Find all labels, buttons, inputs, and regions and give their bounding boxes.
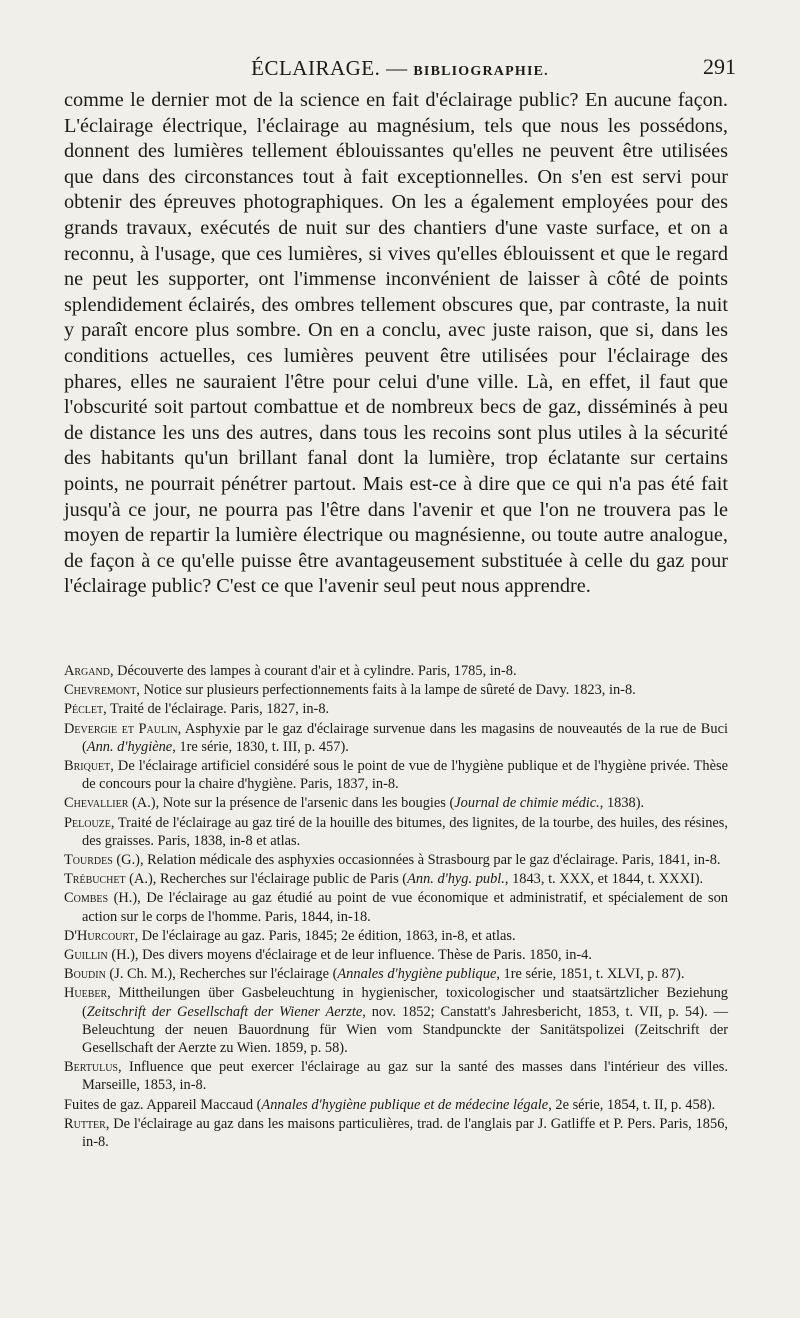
bibliography-entry [64, 1115, 728, 1151]
entry-author: Devergie et Paulin [64, 720, 178, 737]
entry-text: , Influence que peut exercer l'éclairage au gaz sur la santé des masses dans l'intérieur des villes. Marseille, 1853, in-8. [82, 1059, 728, 1094]
bibliography-entry [64, 889, 728, 925]
entry-text: , De l'éclairage artificiel considéré sous le point de vue de l'hygiène publique et de l'hygiène privée. Thèse de concours pour la chaire d'hygiène. Paris, 1837, in-8. [82, 758, 728, 793]
entry-journal: Ann. d'hygiène [86, 738, 173, 755]
page-number: 291 [703, 54, 736, 79]
entry-text: , Traité de l'éclairage. Paris, 1827, in-8. [103, 701, 330, 718]
bibliography-entry [64, 720, 728, 756]
bibliography-entry [64, 946, 728, 964]
entry-text: , De l'éclairage au gaz. Paris, 1845; 2e édition, 1863, in-8, et atlas. [134, 927, 516, 944]
entry-author: Péclet [64, 701, 104, 718]
header-separator: — [380, 56, 414, 80]
bibliography-entry [64, 757, 728, 793]
entry-text: Fuites de gaz. Appareil Maccaud ( [64, 1096, 262, 1113]
entry-text: (H.), De l'éclairage au gaz étudié au point de vue économique et administratif, et spécialement de son action sur le corps de l'homme. Paris, 1844, in-18. [82, 890, 728, 925]
bibliography-entry [64, 662, 728, 680]
bibliography-entry [64, 681, 728, 699]
entry-author: Chevallier [64, 795, 129, 812]
entry-text: , Asphyxie par le gaz d'éclairage survenue dans les magasins de nouveautés de la rue de Buci ( [82, 720, 728, 755]
section-title: BIBLIOGRAPHIE. [413, 64, 549, 79]
entry-author: Tourdes [64, 852, 113, 869]
entry-details: , 2e série, 1854, t. II, p. 458). [548, 1096, 716, 1113]
bibliography-entry [64, 1058, 728, 1094]
entry-journal: Ann. d'hyg. publ. [407, 871, 505, 888]
entry-journal: Annales d'hygiène publique [337, 966, 497, 983]
bibliography-entry [64, 700, 728, 718]
entry-text: (A.), Note sur la présence de l'arsenic dans les bougies ( [128, 795, 455, 812]
entry-author: Trébuchet [64, 871, 126, 888]
running-header [64, 52, 736, 88]
entry-text: (A.), Recherches sur l'éclairage public de Paris ( [125, 871, 408, 888]
entry-text: , Notice sur plusieurs perfectionnements faits à la lampe de sûreté de Davy. 1823, in-8. [136, 682, 636, 699]
entry-author: Combes [64, 890, 109, 907]
entry-text: , De l'éclairage au gaz dans les maisons particulières, trad. de l'anglais par J. Gatliffe et P. Pers. Paris, 1856, in-8. [82, 1115, 728, 1151]
main-paragraph: comme le dernier mot de la science en fait d'éclairage public? En aucune façon. L'éclairage électrique, l'éclairage au magnésium, tels que nous les possédons, donnent des lumières tellement éblouissantes qu'elles ne peuvent être utilisées que dans des circonstances tout à fait exceptionnelles. On s'en est servi pour obtenir des épreuves photographiques. On les a également employées pour des grands travaux, exécutés de nuit sur des chantiers d'une vaste surface, et on a reconnu, à l'usage, que ces lumières, si vives qu'elles éblouissent et que le regard ne peut les supporter, ont l'immense inconvénient de laisser à côté de points splendidement éclairés, des ombres tellement obscures que, par contraste, la nuit y paraît encore plus sombre. On en a conclu, avec juste raison, que si, dans les conditions actuelles, ces lumières peuvent être utilisées pour l'éclairage des phares, elles ne sauraient l'être pour celui d'une ville. Là, en effet, il faut que l'obscurité soit partout combattue et de nombreux becs de gaz, disséminés à peu de distance les uns des autres, dans tous les recoins sont plus utiles à la sécurité des habitants qu'un brillant fanal dont la lumière, trop éclatante sur certains points, ne pourrait pénétrer partout. Mais est-ce à dire que ce qui n'a pas été fait jusqu'à ce jour, ne pourra pas l'être dans l'avenir et que l'on ne trouvera pas le moyen de repartir la lumière électrique ou magnésienne, ou toute autre analogue, de façon à ce qu'elle puisse être avantageusement substituée à celle du gaz pour l'éclairage public? C'est ce que l'avenir seul peut nous apprendre. [64, 89, 728, 598]
bibliography-list [64, 662, 728, 1152]
entry-author: Guillin [64, 947, 108, 964]
entry-details: , 1843, t. XXX, et 1844, t. XXXI). [504, 871, 704, 888]
entry-journal: Journal de chimie médic. [454, 795, 600, 812]
bibliography-entry [64, 927, 728, 945]
bibliography-entry [64, 965, 728, 983]
entry-details: , 1re série, 1851, t. XLVI, p. 87). [496, 966, 685, 983]
entry-text: (H.), Des divers moyens d'éclairage et de leur influence. Thèse de Paris. 1850, in-4. [107, 947, 592, 964]
entry-author: Hueber [64, 985, 108, 1002]
entry-author: Boudin [64, 966, 106, 983]
entry-author: Argand [64, 663, 110, 679]
running-title [64, 56, 736, 81]
entry-text: , Traité de l'éclairage au gaz tiré de la houille des bitumes, des lignites, de la tourbe, des huiles, des résines, des graisses. Paris, 1838, in-8 et atlas. [82, 814, 728, 849]
entry-journal: Annales d'hygiène publique et de médecine légale [261, 1096, 549, 1113]
entry-author: Briquet [64, 758, 111, 775]
entry-author: Chevremont [64, 682, 137, 699]
entry-text: , Découverte des lampes à courant d'air et à cylindre. Paris, 1785, in-8. [109, 663, 517, 679]
bibliography-entry [64, 814, 728, 850]
entry-text: , Mittheilungen über Gasbeleuchtung in hygienischer, toxicologischer und staatsärtzlicher Beziehung ( [82, 985, 728, 1020]
entry-author: D'Hurcourt [64, 927, 135, 944]
bibliography-entry [64, 794, 728, 812]
entry-text: (G.), Relation médicale des asphyxies occasionnées à Strasbourg par le gaz d'éclairage. Paris, 1841, in-8. [112, 852, 721, 869]
bibliography-entry [64, 851, 728, 869]
chapter-title: ÉCLAIRAGE. [251, 56, 381, 80]
entry-journal: Zeitschrift der Gesellschaft der Wiener Aerzte [86, 1003, 363, 1020]
bibliography-entry [64, 1096, 728, 1114]
entry-details: , 1838). [599, 795, 645, 812]
entry-author: Rutter [64, 1115, 106, 1132]
bibliography-entry [64, 984, 728, 1057]
entry-text: (J. Ch. M.), Recherches sur l'éclairage ( [105, 966, 338, 983]
bibliography-entry [64, 870, 728, 888]
entry-details: , nov. 1852; Canstatt's Jahresbericht, 1853, t. VII, p. 54). — Beleuchtung der neuen Bauordnung für Wien vom Standpunckte der Sanitätspolizei (Zeitschrift der Gesellschaft der Aerzte zu Wien. 1859, p. 58). [82, 1003, 728, 1057]
entry-author: Pelouze [64, 814, 111, 831]
entry-author: Bertulus [64, 1059, 118, 1076]
entry-details: , 1re série, 1830, t. III, p. 457). [172, 738, 349, 755]
